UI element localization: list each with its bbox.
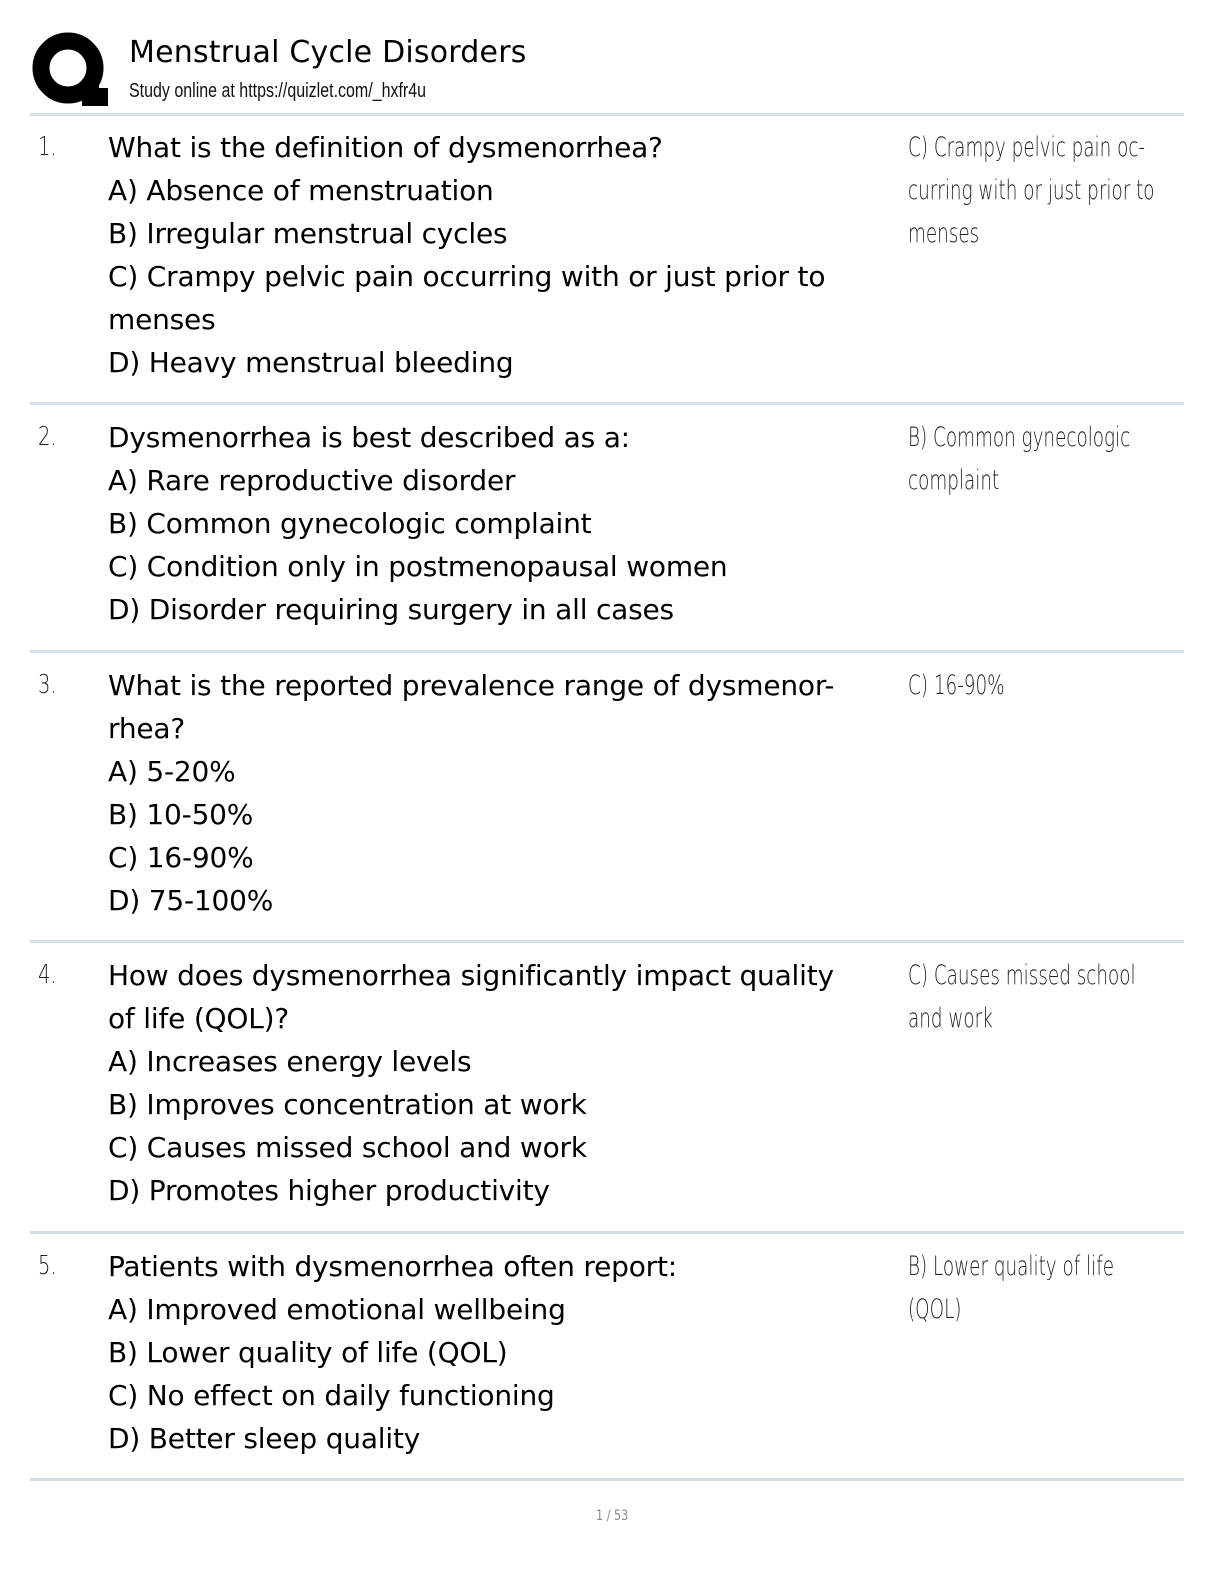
card-divider bbox=[30, 940, 1184, 943]
card-question bbox=[108, 1245, 898, 1460]
page-footer bbox=[0, 1508, 1224, 1524]
card-divider bbox=[30, 1478, 1184, 1481]
card-answer bbox=[908, 126, 1155, 255]
card-number: 4. bbox=[38, 960, 57, 990]
card-answer bbox=[908, 416, 1139, 502]
option-b: B) Improves concentration at work bbox=[108, 1088, 587, 1121]
question-line-cont: rhea? bbox=[108, 712, 186, 745]
card-divider bbox=[30, 402, 1184, 405]
option-a: A) Improved emotional wellbeing bbox=[108, 1293, 566, 1326]
option-b: B) Irregular menstrual cycles bbox=[108, 217, 508, 250]
option-c-cont: menses bbox=[108, 303, 216, 336]
option-d: D) Promotes higher productivity bbox=[108, 1174, 550, 1207]
answer-line: (QOL) bbox=[908, 1294, 962, 1325]
card-number: 3. bbox=[38, 670, 57, 700]
answer-line: C) 16-90% bbox=[908, 670, 1005, 701]
card-answer bbox=[908, 664, 1139, 707]
option-b: B) Common gynecologic complaint bbox=[108, 507, 592, 540]
option-c: C) No effect on daily functioning bbox=[108, 1379, 555, 1412]
option-d: D) Better sleep quality bbox=[108, 1422, 421, 1455]
option-a: A) Increases energy levels bbox=[108, 1045, 472, 1078]
option-d: D) 75-100% bbox=[108, 884, 274, 917]
page-indicator: 1 / 53 bbox=[595, 1508, 629, 1524]
question-line-cont: of life (QOL)? bbox=[108, 1002, 290, 1035]
card-question bbox=[108, 954, 898, 1212]
document-header bbox=[30, 30, 1184, 114]
answer-line: C) Crampy pelvic pain oc- bbox=[908, 132, 1146, 163]
question-line: How does dysmenorrhea significantly impact quality bbox=[108, 959, 834, 992]
option-c: C) Crampy pelvic pain occurring with or just prior to bbox=[108, 260, 826, 293]
option-a: A) Absence of menstruation bbox=[108, 174, 494, 207]
card-number: 2. bbox=[38, 422, 57, 452]
card-divider bbox=[30, 650, 1184, 653]
document-title: Menstrual Cycle Disorders bbox=[129, 35, 527, 70]
option-b: B) Lower quality of life (QOL) bbox=[108, 1336, 508, 1369]
answer-line: and work bbox=[908, 1003, 993, 1034]
answer-line: C) Causes missed school bbox=[908, 960, 1136, 991]
answer-line: B) Common gynecologic bbox=[908, 422, 1131, 453]
card-question bbox=[108, 664, 898, 922]
study-online-link[interactable]: Study online at https://quizlet.com/_hxfr4u bbox=[129, 80, 427, 102]
option-d: D) Heavy menstrual bleeding bbox=[108, 346, 514, 379]
answer-line: complaint bbox=[908, 465, 1000, 496]
card-question bbox=[108, 416, 898, 631]
option-c: C) Causes missed school and work bbox=[108, 1131, 587, 1164]
card-number: 5. bbox=[38, 1251, 57, 1281]
answer-line: B) Lower quality of life bbox=[908, 1251, 1114, 1282]
option-c: C) Condition only in postmenopausal women bbox=[108, 550, 728, 583]
quizlet-logo-icon bbox=[32, 32, 108, 108]
question-line: What is the reported prevalence range of dysmenor- bbox=[108, 669, 835, 702]
option-d: D) Disorder requiring surgery in all cases bbox=[108, 593, 674, 626]
card-answer bbox=[908, 1245, 1139, 1331]
option-a: A) 5-20% bbox=[108, 755, 236, 788]
option-a: A) Rare reproductive disorder bbox=[108, 464, 516, 497]
question-line: Patients with dysmenorrhea often report: bbox=[108, 1250, 677, 1283]
answer-line: curring with or just prior to bbox=[908, 175, 1155, 206]
card-divider bbox=[30, 1231, 1184, 1234]
question-line: Dysmenorrhea is best described as a: bbox=[108, 421, 630, 454]
card-answer bbox=[908, 954, 1139, 1040]
option-c: C) 16-90% bbox=[108, 841, 254, 874]
answer-line: menses bbox=[908, 218, 980, 249]
question-line: What is the definition of dysmenorrhea? bbox=[108, 131, 663, 164]
card-question bbox=[108, 126, 898, 384]
option-b: B) 10-50% bbox=[108, 798, 254, 831]
header-divider bbox=[30, 113, 1184, 116]
card-number: 1. bbox=[38, 132, 57, 162]
